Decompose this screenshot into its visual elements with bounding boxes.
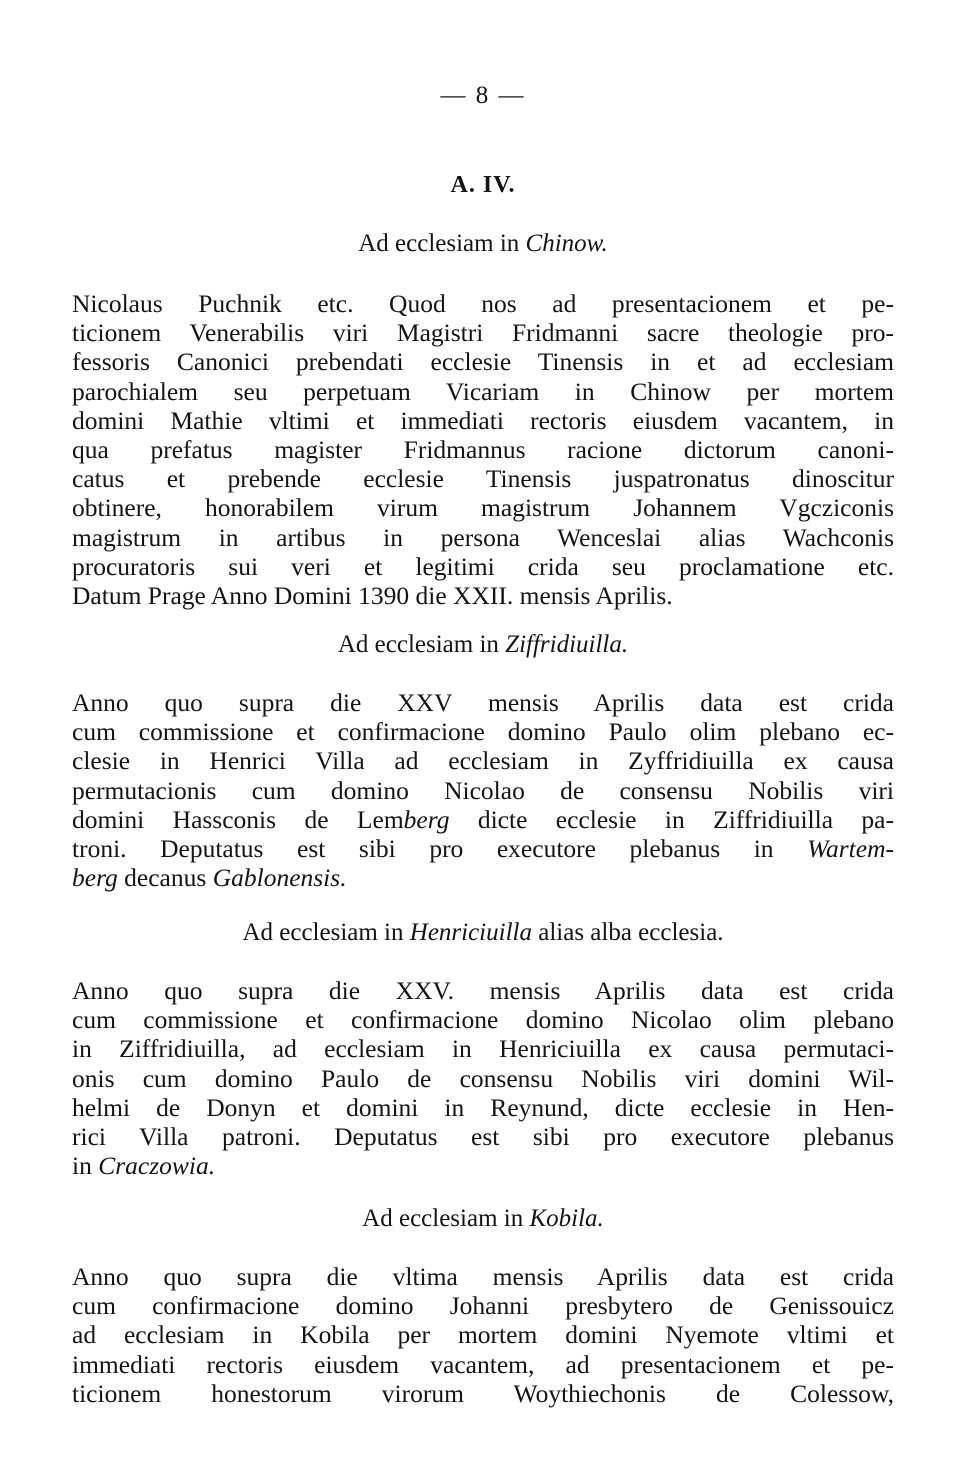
text-line: cum commissione et confirmacione domino Paulo olim plebano ec- (72, 717, 894, 747)
heading-place: Henriciuilla (409, 919, 532, 946)
italic-place-name: berg (403, 804, 450, 834)
text-line: onis cum domino Paulo de consensu Nobilis viri domini Wil- (72, 1063, 894, 1093)
section-heading-henriciuilla (72, 918, 894, 948)
text-line: berg decanus Gablonensis. (72, 863, 347, 893)
heading-place: Kobila. (529, 1205, 604, 1232)
text-line: Anno quo supra die vltima mensis Aprilis data est crida (72, 1262, 894, 1291)
heading-prefix: Ad ecclesiam in (358, 230, 520, 257)
italic-place-name: Craczowia. (98, 1151, 216, 1181)
text-line: rici Villa patroni. Deputatus est sibi pro executore plebanus (72, 1121, 894, 1151)
text-line: Anno quo supra die XXV. mensis Aprilis data est crida (72, 976, 894, 1005)
text-line: in Craczowia. (72, 1151, 216, 1181)
page-number: — 8 — (440, 82, 526, 109)
paragraph-ziffridiuilla (72, 688, 894, 892)
text-line: qua prefatus magister Fridmannus racione dictorum canoni- (72, 434, 894, 464)
text-line: fessoris Canonici prebendati ecclesie Tinensis in et ad ecclesiam (72, 347, 894, 377)
text-line: permutacionis cum domino Nicolao de consensu Nobilis viri (72, 775, 894, 805)
heading-place: Ziffridiuilla. (505, 631, 629, 658)
text-line: domini Mathie vltimi et immediati rectoris eiusdem vacantem, in (72, 405, 894, 435)
paragraph-henriciuilla (72, 976, 894, 1180)
text-line: cum commissione et confirmacione domino Nicolao olim plebano (72, 1005, 894, 1035)
section-heading-kobila (72, 1204, 894, 1234)
text-line: immediati rectoris eiusdem vacantem, ad presentacionem et pe- (72, 1349, 894, 1379)
heading-suffix: alias alba ecclesia. (538, 919, 724, 946)
text-line: catus et prebende ecclesie Tinensis juspatronatus dinoscitur (72, 464, 894, 494)
text-line: parochialem seu perpetuam Vicariam in Chinow per mortem (72, 376, 894, 406)
text-line: Nicolaus Puchnik etc. Quod nos ad presentacionem et pe- (72, 289, 894, 318)
italic-place-name: Wartem- (807, 833, 894, 863)
text-line: clesie in Henrici Villa ad ecclesiam in Zyffridiuilla ex causa (72, 746, 894, 776)
text-line: helmi de Donyn et domini in Reynund, dicte ecclesie in Hen- (72, 1092, 894, 1122)
paragraph-chinow (72, 289, 894, 610)
text-line: ticionem honestorum virorum Woythiechonis de Colessow, (72, 1378, 894, 1408)
text-line: cum confirmacione domino Johanni presbytero de Genissouicz (72, 1291, 894, 1321)
heading-prefix: Ad ecclesiam in (337, 631, 499, 658)
heading-prefix: Ad ecclesiam in (242, 919, 404, 946)
section-heading-ziffridiuilla (72, 630, 894, 660)
italic-place-name: berg (72, 863, 118, 893)
text-line: ticionem Venerabilis viri Magistri Fridmanni sacre theologie pro- (72, 318, 894, 348)
text-line: procuratoris sui veri et legitimi crida seu proclamatione etc. (72, 551, 894, 581)
text-line: Anno quo supra die XXV mensis Aprilis data est crida (72, 688, 894, 717)
text-line: troni. Deputatus est sibi pro executore plebanus in Wartem- (72, 833, 894, 863)
text-line: Datum Prage Anno Domini 1390 die XXII. mensis Aprilis. (72, 580, 673, 610)
text-line: obtinere, honorabilem virum magistrum Johannem Vgcziconis (72, 493, 894, 523)
paragraph-kobila (72, 1262, 894, 1408)
section-mark: A. IV. (450, 172, 516, 198)
text-line: domini Hassconis de Lemberg dicte ecclesie in Ziffridiuilla pa- (72, 804, 894, 834)
text-line: in Ziffridiuilla, ad ecclesiam in Henriciuilla ex causa permutaci- (72, 1034, 894, 1064)
section-heading-chinow (72, 229, 894, 259)
text-line: magistrum in artibus in persona Wenceslai alias Wachconis (72, 522, 894, 552)
italic-place-name: Gablonensis. (212, 863, 347, 893)
heading-prefix: Ad ecclesiam in (362, 1205, 524, 1232)
text-line: ad ecclesiam in Kobila per mortem domini Nyemote vltimi et (72, 1320, 894, 1350)
heading-place: Chinow. (525, 230, 608, 257)
